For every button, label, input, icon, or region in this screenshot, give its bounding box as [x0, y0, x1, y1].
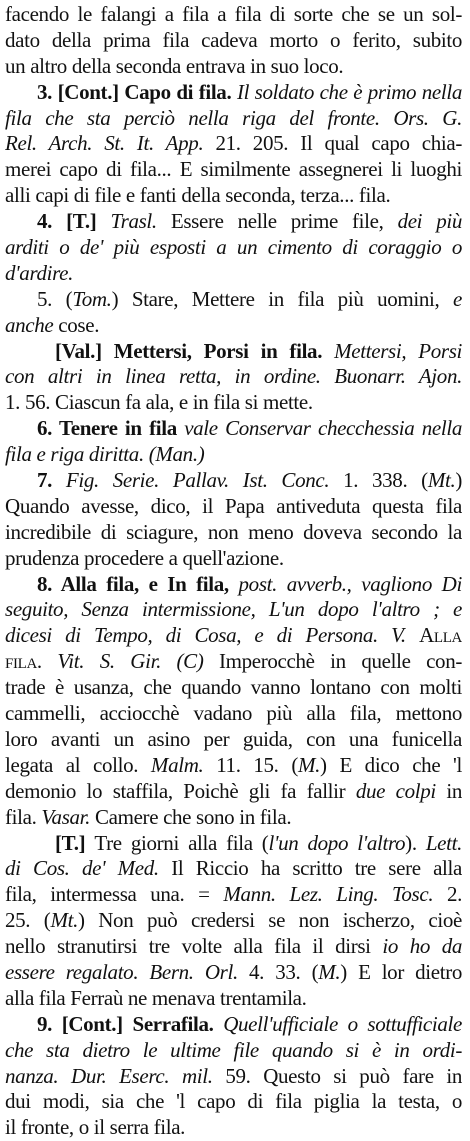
text-run: Mettersi, Porsi in fila.	[113, 338, 335, 363]
text-line	[5, 753, 462, 779]
text-run: [Val.]	[55, 338, 114, 363]
text-line	[5, 157, 462, 183]
text-run: M.	[318, 959, 341, 984]
text-run: 9. [Cont.]	[37, 1011, 133, 1036]
text-run: io ho da	[382, 934, 462, 959]
text-run: cose.	[58, 312, 100, 337]
text-run: facendo le falangi a fila a fila di sorte che se un sol-	[5, 2, 462, 26]
text-run: legata al collo.	[5, 752, 151, 777]
text-run: Trasl.	[110, 209, 171, 234]
text-run: ) E dico che 'l	[320, 752, 462, 777]
text-run: prudenza procedere a quell'azione.	[5, 545, 284, 570]
text-run: 1. 56. Ciascun fa ala, e in fila si mette.	[5, 390, 313, 415]
text-line	[5, 520, 462, 546]
text-run: il fronte, o il serra fila.	[5, 1115, 186, 1140]
text-run: merei capo di fila... E similmente assegnerei li luoghi	[5, 157, 462, 182]
text-run: Lett.	[425, 830, 462, 855]
text-run: Vit. S. Gir. (C)	[57, 649, 220, 674]
text-run: fila.	[5, 649, 58, 674]
text-line	[5, 1012, 462, 1038]
text-run: fila e riga diritta. (Man.)	[5, 442, 205, 467]
text-line	[5, 1064, 462, 1090]
text-run: Quell'ufficiale o sottufficiale	[223, 1011, 462, 1036]
text-run: ) E lor dietro	[340, 959, 462, 984]
text-run: 4. [T.]	[37, 209, 111, 234]
text-run: cammelli, acciocchè vadano più alla fila, mettono	[5, 701, 462, 726]
text-run: Imperocchè in quelle con-	[219, 649, 462, 674]
text-run: demonio lo staffila, Poichè gli fa fallir	[5, 778, 356, 803]
text-run: l'un dopo l'altro	[268, 830, 406, 855]
text-run: 8.	[37, 571, 61, 596]
text-line	[5, 649, 462, 675]
text-run: 5. (	[37, 286, 73, 311]
text-line	[5, 701, 462, 727]
text-line	[5, 1038, 462, 1064]
text-run: Capo di fila.	[124, 79, 237, 104]
text-run: in	[435, 778, 462, 803]
text-line	[5, 287, 462, 313]
text-line	[5, 28, 462, 54]
text-run: nello stranutirsi tre volte alla fila il dirsi	[5, 934, 383, 959]
text-line	[5, 1115, 462, 1141]
text-run: loro avanti un asino per guida, con una funicella	[5, 726, 462, 751]
text-run: fila.	[5, 804, 42, 829]
text-run: Mt.	[50, 908, 78, 933]
text-line	[5, 623, 462, 649]
text-run: Serrafila.	[132, 1011, 224, 1036]
text-line	[5, 416, 462, 442]
text-run: Camere che sono in fila.	[94, 804, 292, 829]
text-run: Tre giorni alla fila (	[94, 830, 269, 855]
text-line	[5, 183, 462, 209]
text-line	[5, 831, 462, 857]
text-run: Mann. Lez. Ling. Tosc.	[223, 882, 447, 907]
text-run: M.	[297, 752, 321, 777]
text-run: nanza. Dur. Eserc. mil.	[5, 1063, 226, 1088]
text-run: un altro della seconda entrava in suo loco.	[5, 53, 344, 78]
text-run: incredibile di sciagure, non meno doveva secondo la	[5, 519, 462, 544]
text-run: due colpi	[355, 778, 436, 803]
text-run: 1. 338. (	[343, 468, 428, 493]
text-line	[5, 546, 462, 572]
text-run: fila, intermessa una. =	[5, 882, 224, 907]
text-line	[5, 261, 462, 287]
text-line	[5, 209, 462, 235]
text-run: Alla	[419, 623, 462, 648]
text-run: 7.	[37, 468, 66, 493]
text-run: 2.	[446, 882, 462, 907]
text-run: post. avverb., vagliono Di	[238, 571, 462, 596]
text-run: Essere nelle prime file,	[170, 209, 398, 234]
text-run: Malm.	[150, 752, 217, 777]
text-run: Quando avesse, dico, il Papa antiveduta questa fila	[5, 493, 462, 518]
text-run: [T.]	[55, 830, 95, 855]
text-run: dato della prima fila cadeva morto o ferito, subito	[5, 27, 462, 52]
text-line	[5, 54, 462, 80]
text-run: Il soldato che è primo nella	[236, 79, 462, 104]
text-run: arditi o de' più esposti a un cimento di coraggio o	[5, 235, 462, 260]
text-line	[5, 986, 462, 1012]
text-run: trade è usanza, che quando vanno lontano con molti	[5, 675, 462, 700]
text-line	[5, 1089, 462, 1115]
text-line	[5, 805, 462, 831]
text-run: ) Stare, Mettere in fila più uomini,	[111, 286, 454, 311]
text-line	[5, 727, 462, 753]
text-run: dei più	[397, 209, 462, 234]
text-line	[5, 572, 462, 598]
text-run: d'ardire.	[5, 260, 74, 285]
text-run: )	[455, 468, 462, 493]
text-run: Fig. Serie. Pallav. Ist. Conc.	[65, 468, 344, 493]
text-run: dui modi, sia che 'l capo di fila piglia la testa, o	[5, 1089, 462, 1114]
text-run: con altri in linea retta, in ordine. Buonarr. Ajon.	[5, 364, 462, 389]
text-run: anche	[5, 312, 59, 337]
text-line	[5, 131, 462, 157]
text-line	[5, 106, 462, 132]
text-line	[5, 339, 462, 365]
text-run: alla fila Ferraù ne menava trentamila.	[5, 985, 307, 1010]
text-line	[5, 390, 462, 416]
text-line	[5, 494, 462, 520]
text-run: 11. 15. (	[216, 752, 298, 777]
text-run: Rel. Arch. St. It. App.	[5, 131, 216, 156]
text-line	[5, 2, 462, 28]
text-run: che sta dietro le ultime file quando si è in ordi-	[5, 1037, 462, 1062]
text-run: alli capi di file e fanti della seconda, terza... fila.	[5, 183, 391, 208]
text-line	[5, 934, 462, 960]
text-line	[5, 597, 462, 623]
text-run: Il Riccio ha scritto tre sere alla	[171, 856, 462, 881]
text-run: 25. (	[5, 908, 51, 933]
text-run: 3. [Cont.]	[37, 79, 125, 104]
text-line	[5, 960, 462, 986]
text-line	[5, 908, 462, 934]
text-run: ).	[405, 830, 426, 855]
text-line	[5, 80, 462, 106]
text-run: Tom.	[72, 286, 112, 311]
text-run: 59. Questo si può fare in	[225, 1063, 462, 1088]
text-run: 4. 33. (	[249, 959, 319, 984]
text-line	[5, 779, 462, 805]
text-run: dicesi di Tempo, di Cosa, e di Persona. V.	[5, 623, 420, 648]
text-run: Mt.	[427, 468, 456, 493]
text-run: fila che sta perciò nella riga del fronte. Ors. G.	[5, 105, 462, 130]
text-line	[5, 882, 462, 908]
text-run: essere regalato. Bern. Orl.	[5, 959, 250, 984]
text-line	[5, 235, 462, 261]
text-line	[5, 856, 462, 882]
text-line	[5, 364, 462, 390]
text-run: ) Non può credersi se non ischerzo, cioè	[77, 908, 462, 933]
text-line	[5, 442, 462, 468]
text-line	[5, 468, 462, 494]
text-run: di Cos. de' Med.	[5, 856, 172, 881]
text-run: seguito, Senza intermissione, L'un dopo l'altro ; e	[5, 597, 462, 622]
text-run: Tenere in fila	[59, 416, 185, 441]
text-run: Alla fila, e In fila,	[60, 571, 239, 596]
text-run: e	[453, 286, 462, 311]
text-line	[5, 675, 462, 701]
text-run: vale Conservar checchessia nella	[184, 416, 462, 441]
text-run: Mettersi, Porsi	[334, 338, 462, 363]
text-run: 6.	[37, 416, 60, 441]
text-run: 21. 205. Il qual capo chia-	[215, 131, 462, 156]
text-line	[5, 313, 462, 339]
text-run: Vasar.	[41, 804, 95, 829]
